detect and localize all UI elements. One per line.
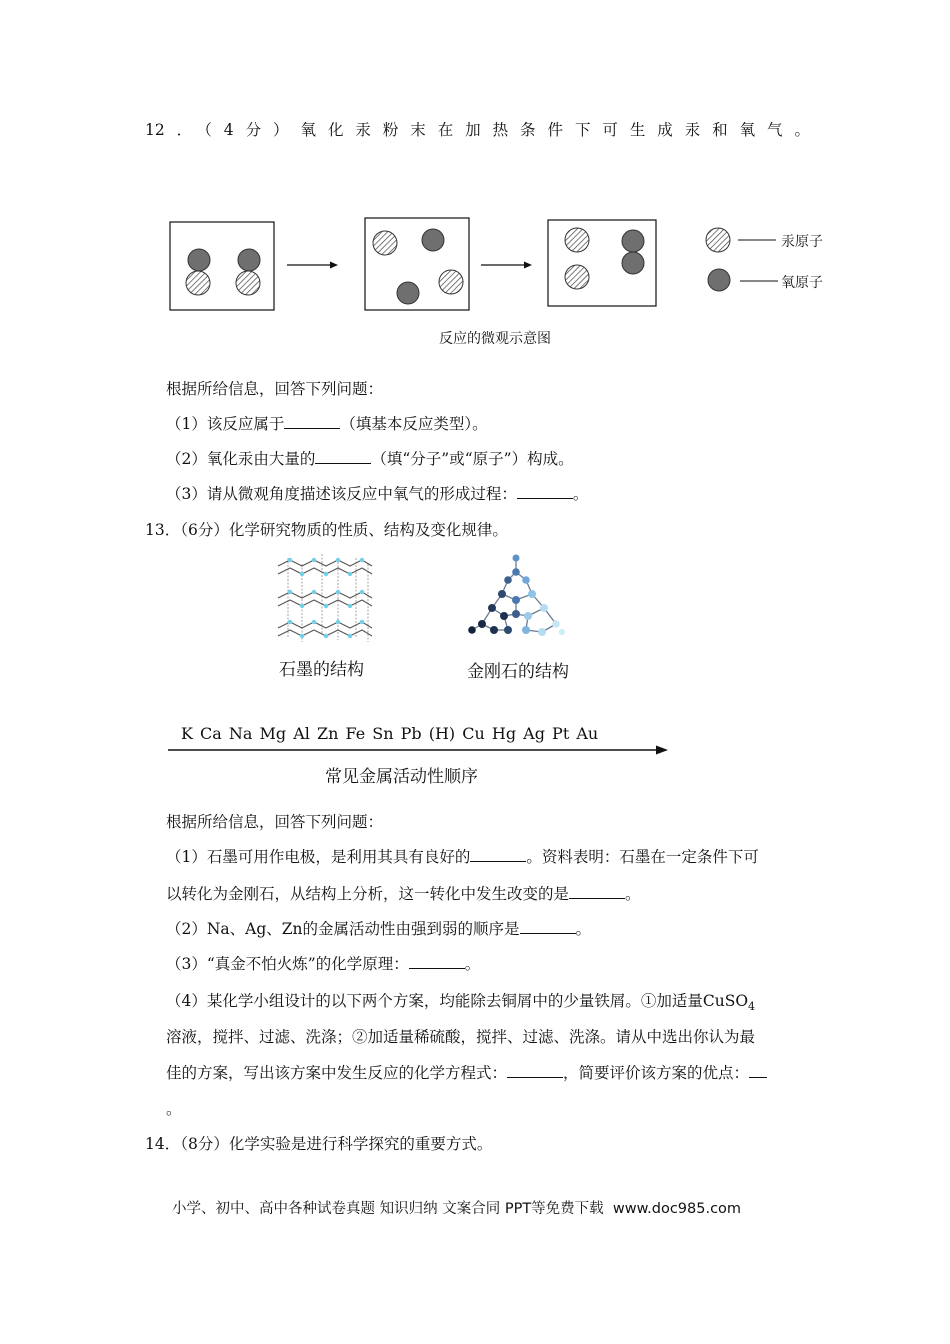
q13-part1-line1: （1）石墨可用作电极，是利用其具有良好的 。资料表明：石墨在一定条件下可 [166,848,759,866]
diamond-structure-image [462,550,572,650]
q14-stem: 14．（8分）化学实验是进行科学探究的重要方式。 [145,1135,493,1153]
oxygen-atom [622,252,644,274]
reaction-diagram [160,210,840,325]
q12-intro: 根据所给信息，回答下列问题： [166,380,384,398]
q12-part2: （2）氧化汞由大量的 （填“分子”或“原子”）构成。 [166,450,574,468]
oxygen-atom [422,229,444,251]
q13-part4-line2: 溶液，搅拌、过滤、洗涤；②加适量稀硫酸，搅拌、过滤、洗涤。请从中选出你认为最 [166,1028,756,1046]
oxygen-atom [622,230,644,252]
mercury-atom [439,270,463,294]
intermediate-box [365,218,469,310]
q13-part4-line3: 佳的方案，写出该方案中发生反应的化学方程式： ，简要评价该方案的优点： [166,1061,767,1083]
diagram-caption: 反应的微观示意图 [439,331,551,347]
q13-part4-line1: （4）某化学小组设计的以下两个方案，均能除去铜屑中的少量铁屑。①加适量CuSO$_4$ [166,992,756,1014]
mercury-atom [565,228,589,252]
footer-text: 小学、初中、高中各种试卷真题 知识归纳 文案合同 PPT等免费下载 [172,1201,604,1217]
answer-blank[interactable] [520,919,576,934]
q13-part2: （2）Na、Ag、Zn的金属活动性由强到弱的顺序是 。 [166,920,592,938]
mercury-atom [236,271,260,295]
answer-blank[interactable] [409,954,465,969]
q12-part3: （3）请从微观角度描述该反应中氧气的形成过程： 。 [166,485,589,503]
metal-series-caption: 常见金属活动性顺序 [325,767,478,787]
answer-blank[interactable] [749,1063,767,1078]
page-footer [172,1197,741,1218]
q13-part4-line4: 。 [166,1100,182,1118]
q12-stem: 12．（4分）氧化汞粉末在加热条件下可生成汞和氧气。 [145,121,810,139]
mercury-atom [373,231,397,255]
reaction-arrow-1 [287,262,338,269]
diagram-legend [706,228,823,291]
activity-arrow [168,743,673,757]
reactant-box [170,222,274,310]
legend-oxygen-label: 氧原子 [781,275,823,291]
legend-mercury-label: 汞原子 [781,234,823,250]
reaction-arrow-2 [481,262,532,269]
oxygen-atom [188,249,210,271]
legend-mercury-symbol [706,228,730,252]
q13-part1-line2: 以转化为金刚石，从结构上分析，这一转化中发生改变的是 。 [166,885,641,903]
answer-blank[interactable] [507,1063,563,1078]
legend-oxygen-symbol [708,269,730,291]
answer-blank[interactable] [315,449,371,464]
graphite-caption: 石墨的结构 [279,660,364,680]
graphite-structure-image [272,550,378,648]
q13-part3: （3）“真金不怕火炼”的化学原理： 。 [166,955,481,973]
answer-blank[interactable] [284,414,340,429]
q13-intro: 根据所给信息，回答下列问题： [166,813,384,831]
q12-part1: （1）该反应属于 （填基本反应类型）。 [166,415,488,433]
q13-stem: 13．（6分）化学研究物质的性质、结构及变化规律。 [145,521,508,539]
diamond-caption: 金刚石的结构 [467,662,569,682]
product-box [548,220,656,306]
oxygen-atom [397,282,419,304]
footer-url[interactable]: www.doc985.com [612,1201,742,1217]
metal-activity-series: K Ca Na Mg Al Zn Fe Sn Pb (H) Cu Hg Ag Pt Au [181,724,599,743]
mercury-atom [565,265,589,289]
oxygen-atom [238,249,260,271]
answer-blank[interactable] [517,484,573,499]
mercury-atom [186,271,210,295]
answer-blank[interactable] [470,847,526,862]
answer-blank[interactable] [569,884,625,899]
